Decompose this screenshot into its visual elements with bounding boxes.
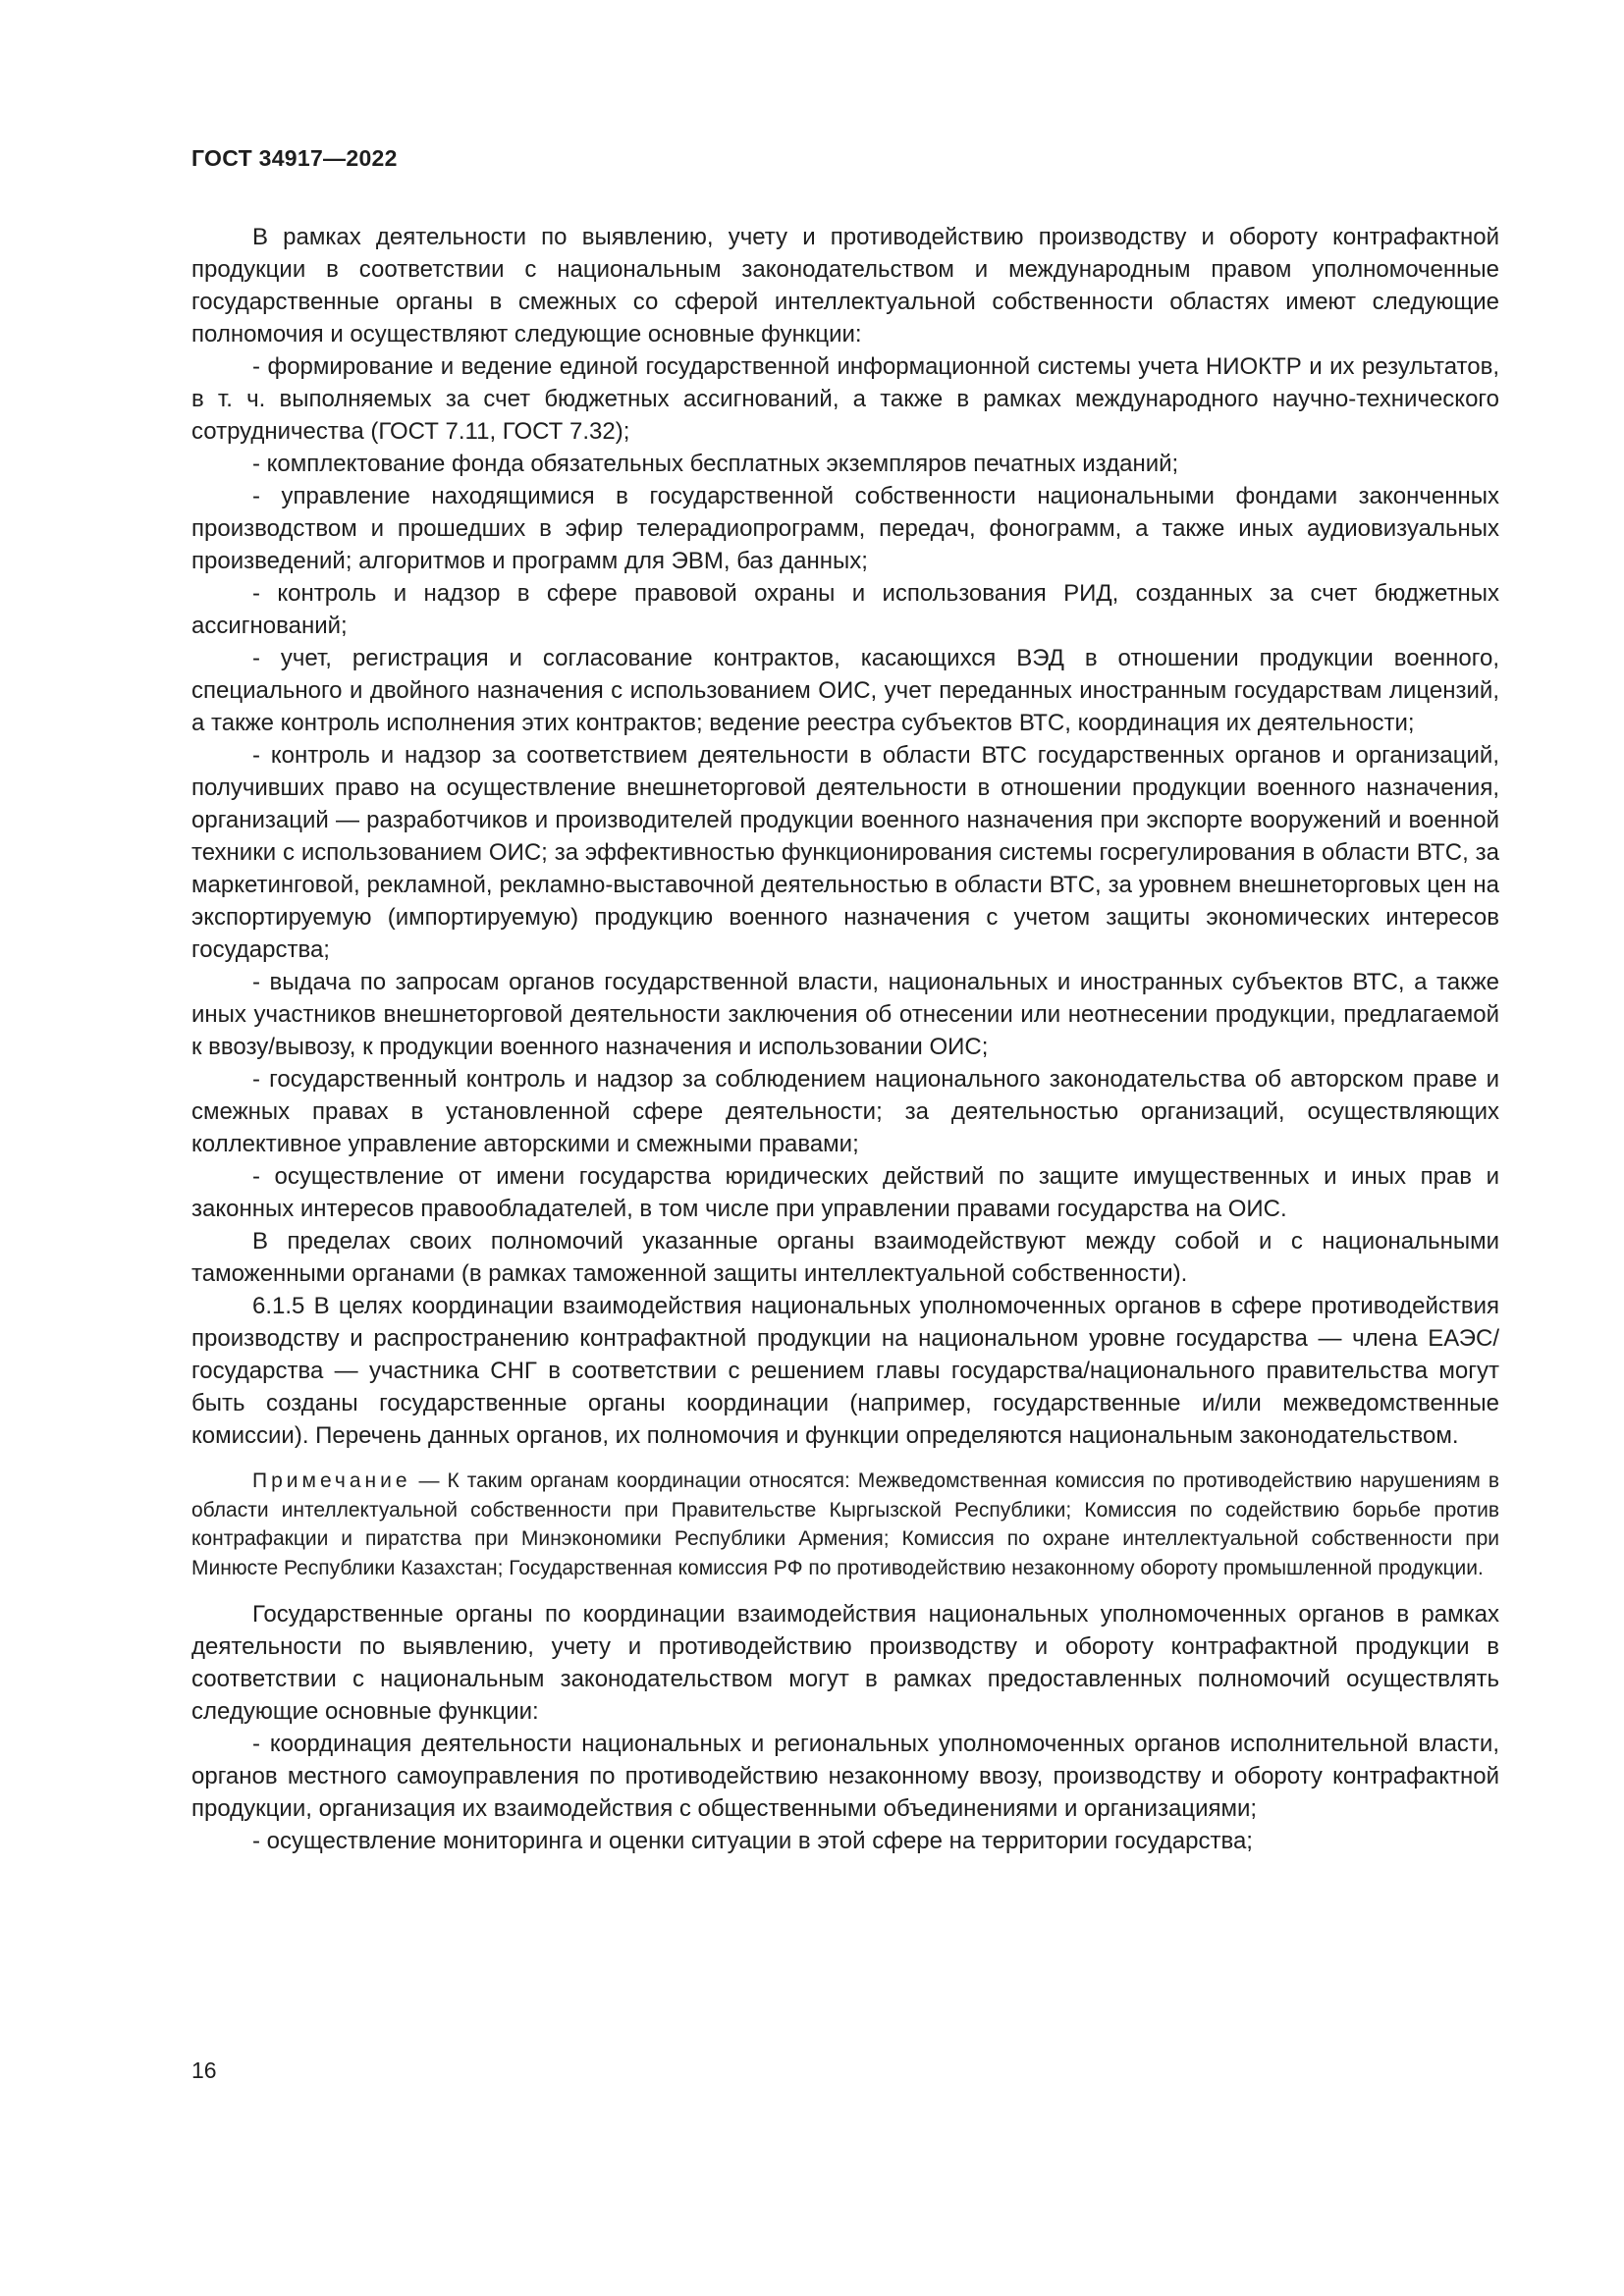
list-item: - учет, регистрация и согласование контрактов, касающихся ВЭД в отношении продукции военного, специального и двойного назначения с использованием ОИС, учет переданных иностранным государствам лицензий, а также контроль исполнения этих контрактов; ведение реестра субъектов ВТС, координация их деятельности; xyxy=(191,645,1499,736)
list-item: - управление находящимися в государственной собственности национальными фондами законченных производством и прошедших в эфир телерадиопрограмм, передач, фонограмм, а также иных аудиовизуальных произведений; алгоритмов и программ для ЭВМ, баз данных; xyxy=(191,483,1499,574)
list-item: - выдача по запросам органов государственной власти, национальных и иностранных субъектов ВТС, а также иных участников внешнеторговой деятельности заключения об отнесении или неотнесении продукции, предлагаемой к ввозу/вывозу, к продукции военного назначения и использовании ОИС; xyxy=(191,969,1499,1060)
list-item: - формирование и ведение единой государственной информационной системы учета НИОКТР и их результатов, в т. ч. выполняемых за счет бюджетных ассигнований, а также в рамках международного научно-технического сотрудничества (ГОСТ 7.11, ГОСТ 7.32); xyxy=(191,353,1499,445)
list-item: - комплектование фонда обязательных бесплатных экземпляров печатных изданий; xyxy=(252,451,1179,477)
list-item: - контроль и надзор в сфере правовой охраны и использования РИД, созданных за счет бюджетных ассигнований; xyxy=(191,580,1499,639)
paragraph: Государственные органы по координации взаимодействия национальных уполномоченных органов в рамках деятельности по выявлению, учету и противодействию производству и обороту контрафактной продукции в соответствии с национальным законодательством могут в рамках предоставленных полномочий осуществлять следующие основные функции: xyxy=(191,1601,1499,1725)
list-item: - осуществление мониторинга и оценки ситуации в этой сфере на территории государства; xyxy=(252,1828,1253,1854)
document-header: ГОСТ 34917—2022 xyxy=(191,145,398,171)
list-item: - осуществление от имени государства юридических действий по защите имущественных и иных прав и законных интересов правообладателей, в том числе при управлении правами государства на ОИС. xyxy=(191,1163,1499,1222)
document-body xyxy=(191,221,1499,1857)
section-paragraph: 6.1.5 В целях координации взаимодействия национальных уполномоченных органов в сфере противодействия производству и распространению контрафактной продукции на национальном уровне государства — члена ЕАЭС/государства — участника СНГ в соответствии с решением главы государства/национального правительства могут быть созданы государственные органы координации (например, государственные и/или межведомственные комиссии). Перечень данных органов, их полномочия и функции определяются национальным законодательством. xyxy=(191,1293,1499,1449)
list-item: - государственный контроль и надзор за соблюдением национального законодательства об авторском праве и смежных правах в установленной сфере деятельности; за деятельностью организаций, осуществляющих коллективное управление авторскими и смежными правами; xyxy=(191,1066,1499,1157)
note xyxy=(191,1467,1499,1582)
page-number: 16 xyxy=(191,2057,217,2083)
note-text: — К таким органам координации относятся: Межведомственная комиссия по противодействию нарушениям в области интеллектуальной собственности при Правительстве Кыргызской Республики; Комиссия по содействию борьбе против контрафакции и пиратства при Минэкономики Республики Армения; Комиссия по охране интеллектуальной собственности при Минюсте Республики Казахстан; Государственная комиссия РФ по противодействию незаконному обороту промышленной продукции. xyxy=(191,1469,1499,1579)
paragraph: В пределах своих полномочий указанные органы взаимодействуют между собой и с национальными таможенными органами (в рамках таможенной защиты интеллектуальной собственности). xyxy=(191,1228,1499,1287)
note-label: Примечание xyxy=(252,1469,411,1492)
list-item: - координация деятельности национальных и региональных уполномоченных органов исполнительной власти, органов местного самоуправления по противодействию незаконному ввозу, производству и обороту контрафактной продукции, организация их взаимодействия с общественными объединениями и организациями; xyxy=(191,1731,1499,1822)
paragraph: В рамках деятельности по выявлению, учету и противодействию производству и обороту контрафактной продукции в соответствии с национальным законодательством и международным правом уполномоченные государственные органы в смежных со сферой интеллектуальной собственности областях имеют следующие полномочия и осуществляют следующие основные функции: xyxy=(191,224,1499,347)
list-item: - контроль и надзор за соответствием деятельности в области ВТС государственных органов и организаций, получивших право на осуществление внешнеторговой деятельности в отношении продукции военного назначения, организаций — разработчиков и производителей продукции военного назначения при экспорте вооружений и военной техники с использованием ОИС; за эффективностью функционирования системы госрегулирования в области ВТС, за маркетинговой, рекламной, рекламно-выставочной деятельностью в области ВТС, за уровнем внешнеторговых цен на экспортируемую (импортируемую) продукцию военного назначения с учетом защиты экономических интересов государства; xyxy=(191,742,1499,963)
